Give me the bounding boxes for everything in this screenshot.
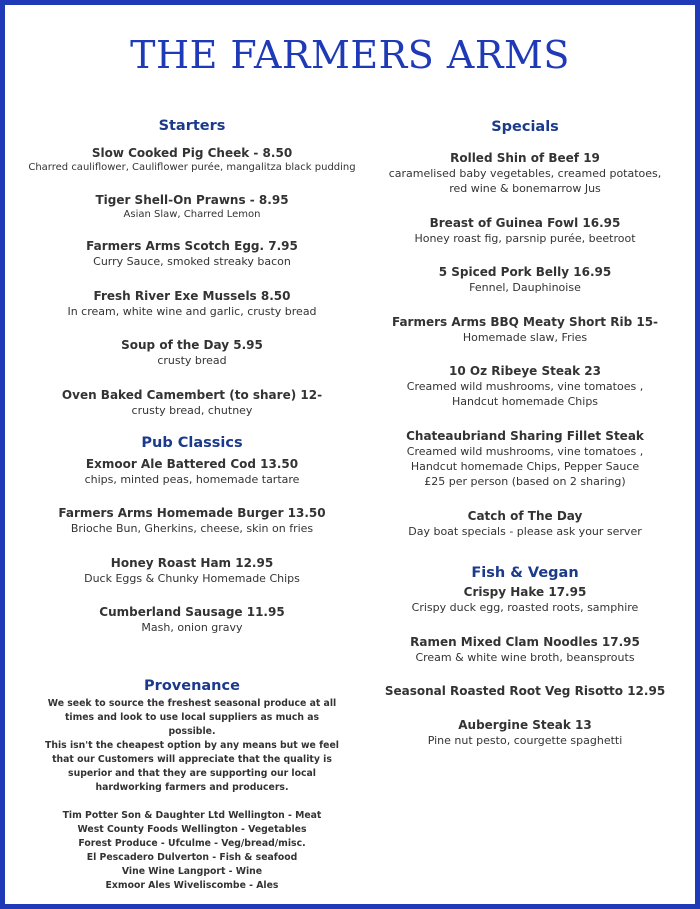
- menu-item: [22, 506, 362, 536]
- specials-heading: Specials: [491, 119, 559, 135]
- menu-item-desc: Handcut homemade Chips: [451, 395, 599, 408]
- menu-item-desc: Homemade slaw, Fries: [462, 331, 588, 344]
- menu-item: [384, 718, 666, 748]
- menu-item-name: Cumberland Sausage 11.95: [99, 605, 285, 619]
- supplier-line: El Pescadero Dulverton - Fish & seafood: [86, 852, 298, 863]
- menu-item-name: Rolled Shin of Beef 19: [450, 151, 600, 165]
- menu-item-desc: Fennel, Dauphinoise: [469, 281, 581, 294]
- provenance-heading: Provenance: [144, 678, 240, 694]
- menu-item-name: Aubergine Steak 13: [458, 718, 592, 732]
- menu-item-desc: Pine nut pesto, courgette spaghetti: [427, 734, 623, 747]
- provenance-line: that our Customers will appreciate that the quality is: [52, 754, 332, 765]
- menu-item-name: Farmers Arms Homemade Burger 13.50: [58, 506, 326, 520]
- menu-item-name: Breast of Guinea Fowl 16.95: [429, 216, 621, 230]
- menu-item-name: Slow Cooked Pig Cheek - 8.50: [91, 146, 293, 160]
- menu-item-name: Ramen Mixed Clam Noodles 17.95: [410, 635, 640, 649]
- menu-item-name: Soup of the Day 5.95: [121, 338, 263, 352]
- menu-item-desc: Mash, onion gravy: [141, 621, 243, 634]
- menu-item: [384, 635, 666, 665]
- menu-item: [384, 151, 666, 196]
- supplier-line: Forest Produce - Ufculme - Veg/bread/misc.: [78, 838, 306, 849]
- starters-heading: Starters: [158, 118, 226, 134]
- menu-item-name: Seasonal Roasted Root Veg Risotto 12.95: [384, 684, 666, 698]
- menu-item: [22, 605, 362, 635]
- provenance-line: hardworking farmers and producers.: [95, 782, 289, 793]
- provenance-line: possible.: [168, 726, 216, 737]
- supplier-list: [22, 809, 362, 893]
- menu-item-name: Chateaubriand Sharing Fillet Steak: [406, 429, 644, 443]
- provenance-text: [22, 697, 362, 795]
- menu-item-name: Tiger Shell-On Prawns - 8.95: [95, 193, 289, 207]
- menu-item: [22, 146, 362, 174]
- menu-item-name: Exmoor Ale Battered Cod 13.50: [85, 457, 299, 471]
- provenance-line: We seek to source the freshest seasonal produce at all: [47, 698, 337, 709]
- menu-item-name: Catch of The Day: [467, 509, 583, 523]
- menu-item: [22, 239, 362, 269]
- menu-item-desc: caramelised baby vegetables, creamed potatoes,: [388, 167, 662, 180]
- menu-item-desc: chips, minted peas, homemade tartare: [84, 473, 300, 486]
- menu-item: [22, 193, 362, 221]
- menu-item-desc: Creamed wild mushrooms, vine tomatoes ,: [406, 445, 644, 458]
- menu-item: [22, 289, 362, 319]
- menu-item-desc: Honey roast fig, parsnip purée, beetroot: [414, 232, 636, 245]
- menu-item: [22, 457, 362, 487]
- menu-item-desc: crusty bread: [157, 354, 227, 367]
- menu-item-desc: Asian Slaw, Charred Lemon: [123, 209, 261, 220]
- menu-item-name: Crispy Hake 17.95: [463, 585, 587, 599]
- menu-item-desc: Curry Sauce, smoked streaky bacon: [93, 255, 291, 268]
- menu-item-desc: crusty bread, chutney: [131, 404, 253, 417]
- supplier-line: Exmoor Ales Wiveliscombe - Ales: [105, 880, 279, 891]
- provenance-line: times and look to use local suppliers as much as: [64, 712, 320, 723]
- supplier-line: West County Foods Wellington - Vegetables: [77, 824, 307, 835]
- menu-item: [22, 556, 362, 586]
- menu-item: [384, 315, 666, 345]
- menu-item-desc: Handcut homemade Chips, Pepper Sauce: [410, 460, 640, 473]
- menu-item-desc: Brioche Bun, Gherkins, cheese, skin on fries: [70, 522, 314, 535]
- menu-item-name: Fresh River Exe Mussels 8.50: [93, 289, 291, 303]
- menu-item-desc: In cream, white wine and garlic, crusty bread: [67, 305, 317, 318]
- menu-item-name: Farmers Arms Scotch Egg. 7.95: [86, 239, 298, 253]
- menu-item-name: 5 Spiced Pork Belly 16.95: [438, 265, 612, 279]
- menu-item-name: 10 Oz Ribeye Steak 23: [449, 364, 601, 378]
- menu-item-desc: Charred cauliflower, Cauliflower purée, mangalitza black pudding: [28, 162, 356, 173]
- menu-item: [364, 684, 686, 699]
- menu-item-desc: Creamed wild mushrooms, vine tomatoes ,: [406, 380, 644, 393]
- menu-item: [22, 338, 362, 368]
- menu-item: [384, 216, 666, 246]
- menu-item: [384, 585, 666, 615]
- menu-item: [22, 388, 362, 418]
- menu-item-desc: red wine & bonemarrow Jus: [449, 182, 601, 195]
- menu-item-desc: Crispy duck egg, roasted roots, samphire: [411, 601, 639, 614]
- menu-item: [384, 364, 666, 409]
- restaurant-title: THE FARMERS ARMS: [130, 33, 570, 77]
- menu-item-name: Honey Roast Ham 12.95: [110, 556, 274, 570]
- provenance-line: This isn't the cheapest option by any means but we feel: [45, 740, 339, 751]
- pub-classics-heading: Pub Classics: [141, 435, 243, 451]
- menu-item: [384, 509, 666, 539]
- menu-item-desc: Cream & white wine broth, beansprouts: [415, 651, 635, 664]
- menu-item-name: Farmers Arms BBQ Meaty Short Rib 15-: [391, 315, 659, 329]
- supplier-line: Vine Wine Langport - Wine: [121, 866, 263, 877]
- menu-item: [384, 429, 666, 489]
- supplier-line: Tim Potter Son & Daughter Ltd Wellington - Meat: [62, 810, 322, 821]
- menu-item-desc: Day boat specials - please ask your server: [408, 525, 642, 538]
- menu-item-name: Oven Baked Camembert (to share) 12-: [61, 388, 323, 402]
- fish-vegan-heading: Fish & Vegan: [471, 565, 579, 581]
- menu-item-desc: £25 per person (based on 2 sharing): [424, 475, 626, 488]
- menu-item-desc: Duck Eggs & Chunky Homemade Chips: [84, 572, 300, 585]
- provenance-line: superior and that they are supporting our local: [68, 768, 316, 779]
- menu-item: [384, 265, 666, 295]
